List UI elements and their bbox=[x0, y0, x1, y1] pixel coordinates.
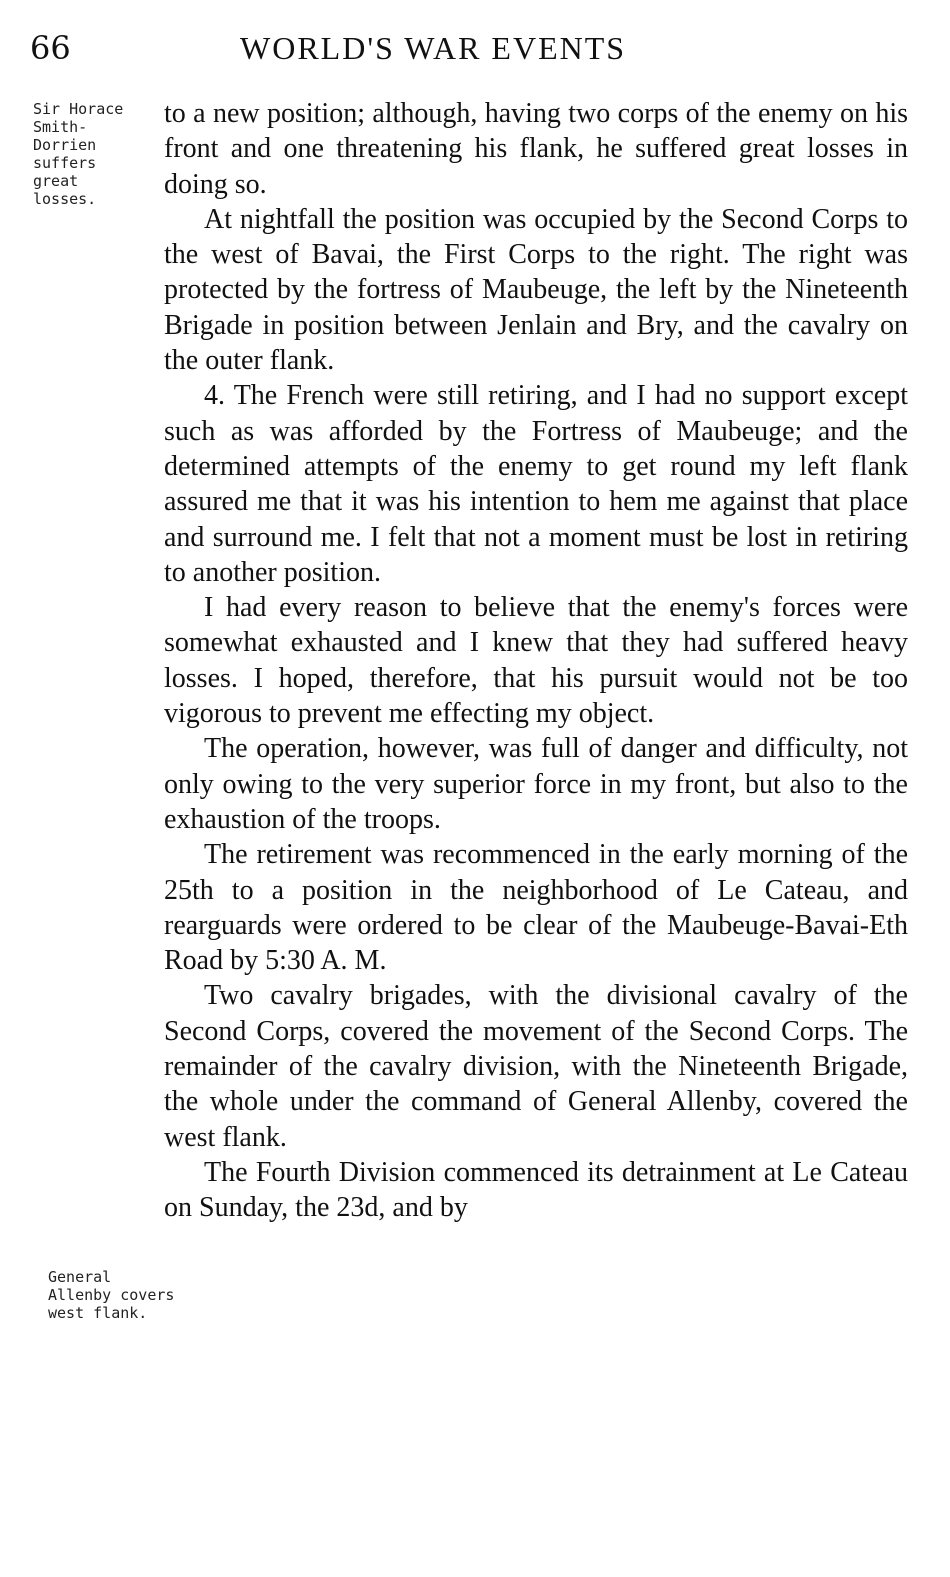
paragraph: 4. The French were still retiring, and I had no support except such as was afforded by the Fortress of Maubeuge; and the determined attempts of the enemy to get round my left flank assured me that it was his intention to hem me against that place and surround me. I felt that not a moment must be lost in retiring to another position. bbox=[164, 380, 908, 588]
body-text bbox=[164, 96, 908, 1226]
paragraph: The operation, however, was full of danger and difficulty, not only owing to the very superior force in my front, but also to the exhaustion of the troops. bbox=[164, 733, 908, 835]
paragraph: I had every reason to believe that the enemy's forces were somewhat exhausted and I knew that they had suffered heavy losses. I hoped, therefore, that his pursuit would not be too vigorous to prevent me effecting my object. bbox=[164, 592, 908, 730]
paragraph: to a new position; although, having two corps of the enemy on his front and one threatening his flank, he suffered great losses in doing so. bbox=[164, 98, 908, 200]
running-title: WORLD'S WAR EVENTS bbox=[240, 30, 627, 66]
page-header bbox=[30, 26, 920, 70]
paragraph: Two cavalry brigades, with the divisional cavalry of the Second Corps, covered the movement of the Second Corps. The remainder of the cavalry division, with the Nineteenth Brigade, the whole under the command of General Allenby, covered the west flank. bbox=[164, 980, 908, 1153]
margin-note: Sir Horace Smith-Dorrien suffers great losses. bbox=[33, 100, 124, 208]
paragraph: The Fourth Division commenced its detrainment at Le Cateau on Sunday, the 23d, and by bbox=[164, 1156, 908, 1224]
paragraph: The retirement was recommenced in the early morning of the 25th to a position in the neighborhood of Le Cateau, and rearguards were ordered to be clear of the Maubeuge-Bavai-Eth Road by 5:30 A. M. bbox=[164, 839, 908, 977]
margin-note: General Allenby covers west flank. bbox=[48, 1268, 175, 1322]
page-number: 66 bbox=[30, 29, 71, 67]
paragraph: At nightfall the position was occupied by the Second Corps to the west of Bavai, the First Corps to the right. The right was protected by the fortress of Maubeuge, the left by the Nineteenth Brigade in position between Jenlain and Bry, and the cavalry on the outer flank. bbox=[164, 203, 908, 377]
